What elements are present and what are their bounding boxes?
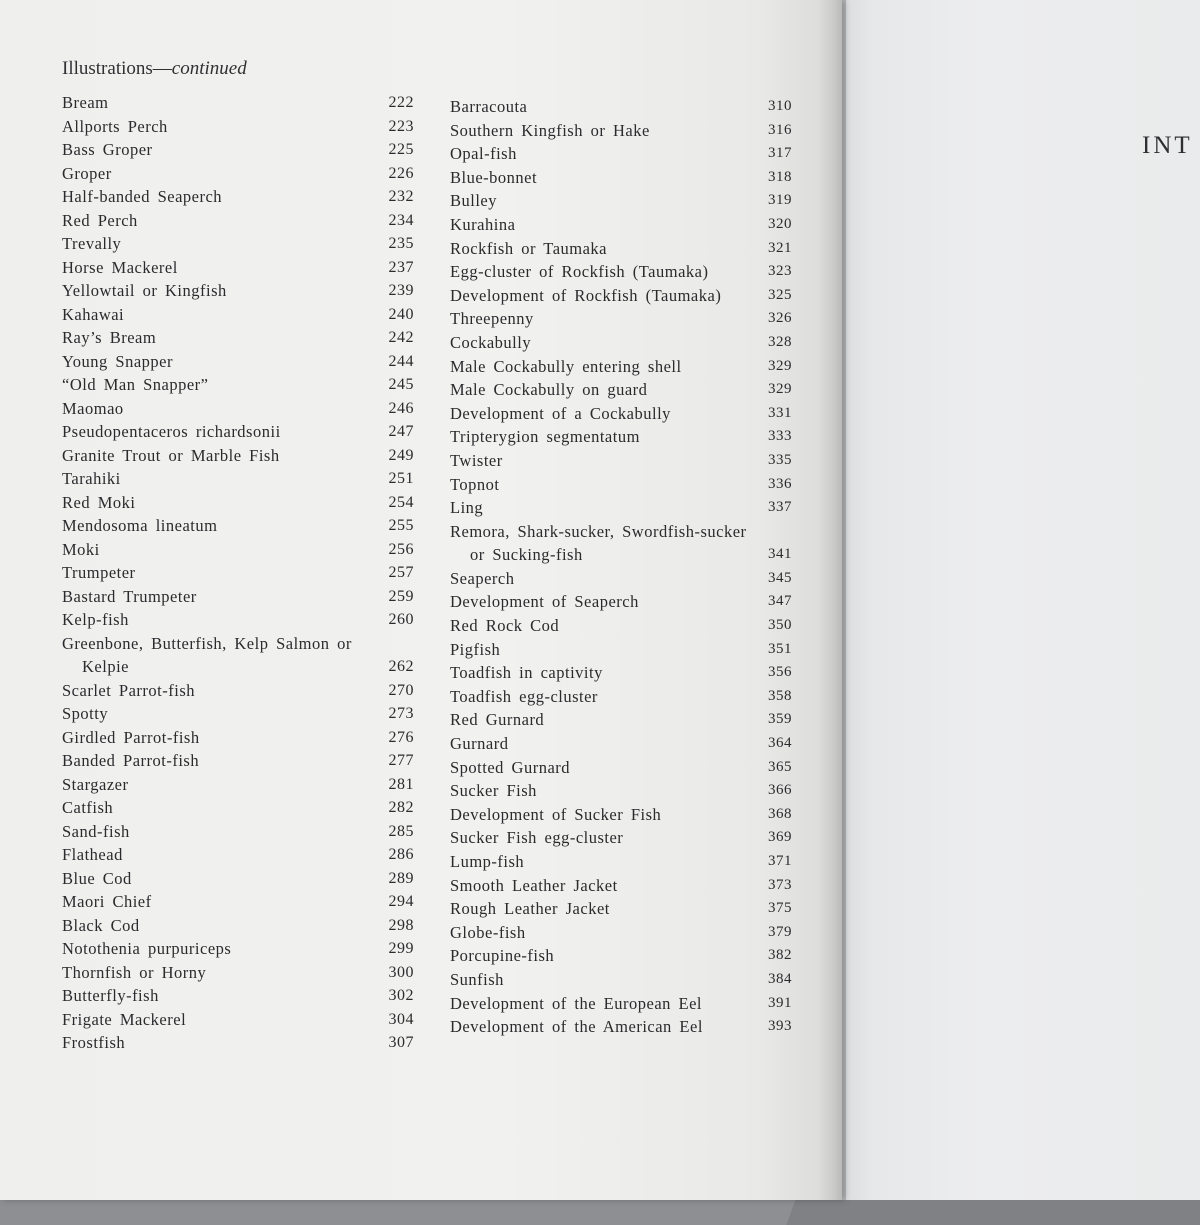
list-item: [62, 326, 414, 350]
entry-label: Development of the American Eel: [450, 1017, 703, 1037]
list-item: [450, 95, 792, 119]
entry-label: Development of the European Eel: [450, 993, 702, 1013]
page-number: 242: [388, 329, 414, 346]
list-item: [450, 213, 792, 237]
entry-label: Catfish: [62, 798, 114, 817]
entry-label: Sunfish: [450, 969, 504, 989]
list-item: [450, 708, 792, 732]
entry-label: Porcupine-fish: [450, 946, 555, 966]
entry-label: Maomao: [62, 398, 124, 418]
entry-label: Globe-fish: [450, 922, 526, 942]
entry-label: Ray’s Bream: [62, 328, 157, 347]
list-item: [450, 355, 792, 379]
list-item: [450, 567, 792, 591]
list-item: [62, 608, 414, 632]
list-item: [450, 378, 792, 402]
list-item: [450, 685, 792, 709]
list-item: [450, 850, 792, 874]
list-item: [62, 1008, 414, 1032]
entry-label: Spotted Gurnard: [450, 757, 571, 777]
list-item: [450, 590, 792, 614]
page-number: 298: [388, 916, 414, 934]
entry-label: Rockfish or Taumaka: [450, 238, 608, 258]
book-gutter: [818, 0, 846, 1200]
list-item: [62, 491, 414, 515]
page-number: 331: [768, 404, 792, 421]
list-item: [450, 425, 792, 449]
page-number: 328: [768, 333, 792, 350]
list-item: [450, 260, 792, 284]
list-item: [62, 162, 414, 186]
page-number: 270: [388, 681, 414, 699]
list-item: [450, 473, 792, 497]
list-item: [62, 1031, 414, 1055]
entry-label: Scarlet Parrot-fish: [62, 680, 196, 700]
page-number: 247: [388, 423, 414, 440]
page-number: 286: [388, 846, 414, 863]
entry-label: Moki: [62, 539, 100, 559]
list-item: [450, 284, 792, 308]
entry-label: Threepenny: [450, 309, 534, 329]
entry-label: Remora, Shark-sucker, Swordfish-sucker: [450, 521, 747, 541]
page-number: 341: [768, 546, 792, 563]
list-item: [450, 189, 792, 213]
entry-label: Frigate Mackerel: [62, 1009, 187, 1029]
title-main: Illustrations—: [62, 58, 172, 79]
page-number: 277: [388, 752, 414, 769]
list-item: [450, 402, 792, 426]
page-number: 285: [388, 822, 414, 840]
entry-label: Male Cockabully on guard: [450, 380, 648, 400]
list-item: [62, 937, 414, 961]
page-number: 240: [388, 305, 414, 323]
entry-label: Opal-fish: [450, 144, 517, 164]
list-item: [450, 614, 792, 638]
page-number: 365: [768, 758, 792, 775]
entry-label: Black Cod: [62, 915, 140, 935]
page-number: 329: [768, 357, 792, 374]
entry-label: Smooth Leather Jacket: [450, 875, 618, 895]
list-item: [62, 890, 414, 914]
entry-label: Development of Sucker Fish: [450, 804, 662, 824]
list-item: [450, 992, 792, 1016]
page-number: 335: [768, 451, 792, 468]
page-number: 239: [388, 282, 414, 299]
list-item: [62, 702, 414, 726]
page-number: 371: [768, 853, 792, 869]
entry-label: Seaperch: [450, 568, 515, 588]
entry-label: Horse Mackerel: [62, 257, 178, 277]
list-item: [62, 138, 414, 162]
list-item: [62, 209, 414, 233]
list-item: [450, 756, 792, 780]
list-item: [62, 467, 414, 491]
list-item: [62, 961, 414, 985]
entry-label: Young Snapper: [62, 351, 173, 371]
entry-label: Flathead: [62, 845, 123, 864]
entry-label: Gurnard: [450, 734, 509, 754]
entry-label: Development of Seaperch: [450, 592, 639, 612]
list-item: [62, 373, 414, 397]
page-number: 321: [768, 239, 792, 256]
entry-label: Allports Perch: [62, 116, 168, 136]
page-number: 300: [388, 963, 414, 981]
page-number: 382: [768, 947, 792, 964]
entry-label: Maori Chief: [62, 892, 152, 911]
list-item: [62, 115, 414, 139]
page-number: 235: [388, 235, 414, 252]
list-item: [62, 867, 414, 891]
page-number: 393: [768, 1018, 792, 1035]
list-item: [62, 303, 414, 327]
entry-label: Sucker Fish egg-cluster: [450, 828, 624, 848]
page-number: 364: [768, 735, 792, 752]
page-number: 333: [768, 428, 792, 445]
list-item: [62, 256, 414, 280]
page-number: 307: [388, 1034, 414, 1051]
entry-label: Banded Parrot-fish: [62, 751, 200, 770]
entry-label: Toadfish egg-cluster: [450, 686, 598, 706]
page-number: 384: [768, 970, 792, 987]
entry-label: Rough Leather Jacket: [450, 899, 610, 919]
entry-label: Red Rock Cod: [450, 616, 560, 636]
page-number: 294: [388, 893, 414, 910]
page-number: 262: [388, 658, 414, 675]
list-item: [450, 732, 792, 756]
page-number: 232: [388, 188, 414, 205]
list-item: [62, 279, 414, 303]
list-item: [62, 679, 414, 703]
page-number: 379: [768, 923, 792, 940]
entry-label: Bastard Trumpeter: [62, 586, 197, 606]
entry-label: Bulley: [450, 191, 497, 211]
list-item: [62, 585, 414, 609]
title-italic: continued: [171, 58, 247, 79]
page-number: 356: [768, 664, 792, 681]
page-number: 289: [388, 869, 414, 887]
list-item: [62, 397, 414, 421]
entry-label: Yellowtail or Kingfish: [62, 281, 227, 300]
entry-label-continued: or Sucking-fish: [470, 545, 583, 565]
entry-label: Southern Kingfish or Hake: [450, 120, 650, 140]
page-number: 316: [768, 121, 792, 138]
list-item: [450, 166, 792, 190]
entry-label: Tripterygion segmentatum: [450, 427, 640, 447]
page-number: 254: [388, 493, 414, 511]
page-number: 257: [388, 564, 414, 581]
page-number: 317: [768, 145, 792, 162]
entry-label: Red Perch: [62, 210, 138, 230]
list-item: [450, 638, 792, 662]
entry-label: Bream: [62, 93, 109, 112]
list-item: [62, 514, 414, 538]
page-number: 323: [768, 263, 792, 280]
page-title: [62, 58, 247, 80]
entry-label: Twister: [450, 450, 503, 470]
page-number: 373: [768, 876, 792, 893]
page-number: 260: [388, 611, 414, 628]
entry-label: Pigfish: [450, 639, 501, 659]
list-item: [62, 632, 414, 679]
entry-label: Trevally: [62, 234, 122, 253]
page-number: 281: [388, 775, 414, 793]
list-item: [62, 843, 414, 867]
entry-label: Development of Rockfish (Taumaka): [450, 285, 722, 305]
entry-label: Half-banded Seaperch: [62, 187, 223, 206]
list-item: [450, 449, 792, 473]
entry-label: Lump-fish: [450, 852, 525, 871]
page-number: 347: [768, 593, 792, 610]
entry-label: Red Gurnard: [450, 710, 545, 730]
entry-label: Bass Groper: [62, 140, 153, 159]
list-item: [62, 796, 414, 820]
entry-label: Kelp-fish: [62, 610, 129, 629]
entry-label: Cockabully: [450, 332, 532, 352]
entry-label: Kahawai: [62, 304, 125, 324]
page-number: 273: [388, 705, 414, 722]
page-number: 310: [768, 98, 792, 114]
page-number: 319: [768, 192, 792, 209]
entry-label: Barracouta: [450, 97, 528, 116]
page-number: 223: [388, 117, 414, 135]
entry-label: Trumpeter: [62, 563, 136, 582]
list-item: [62, 91, 414, 115]
list-item: [62, 749, 414, 773]
entry-label: “Old Man Snapper”: [62, 375, 209, 394]
entry-label: Thornfish or Horny: [62, 962, 207, 982]
entry-label: Butterfly-fish: [62, 986, 159, 1005]
entry-label: Topnot: [450, 474, 500, 494]
page-number: 326: [768, 310, 792, 327]
list-item: [62, 773, 414, 797]
list-item: [62, 538, 414, 562]
entry-label: Ling: [450, 498, 484, 518]
entry-label-continued: Kelpie: [82, 657, 129, 676]
list-item: [450, 826, 792, 850]
page-number: 391: [768, 994, 792, 1011]
page-number: 251: [388, 470, 414, 487]
page-number: 255: [388, 517, 414, 534]
page-number: 226: [388, 164, 414, 182]
list-item: [450, 874, 792, 898]
page-number: 276: [388, 728, 414, 746]
entry-label: Mendosoma lineatum: [62, 516, 218, 535]
entry-label: Granite Trout or Marble Fish: [62, 445, 280, 465]
entry-label: Blue-bonnet: [450, 167, 538, 187]
page-number: 345: [768, 569, 792, 586]
page-number: 320: [768, 215, 792, 232]
illustrations-list-left: [62, 91, 414, 1055]
page-number: 351: [768, 640, 792, 657]
page-number: 329: [768, 381, 792, 398]
list-item: [62, 420, 414, 444]
list-item: [62, 820, 414, 844]
page-number: 302: [388, 987, 414, 1004]
entry-label: Sand-fish: [62, 821, 130, 841]
right-page-heading: INT: [1142, 132, 1193, 159]
list-item: [450, 779, 792, 803]
page-number: 368: [768, 805, 792, 822]
list-item: [450, 307, 792, 331]
list-item: [450, 1015, 792, 1039]
list-item: [450, 661, 792, 685]
entry-label: Toadfish in captivity: [450, 663, 603, 683]
list-item: [62, 444, 414, 468]
page-number: 337: [768, 499, 792, 516]
list-item: [62, 232, 414, 256]
list-item: [62, 561, 414, 585]
entry-label: Blue Cod: [62, 868, 132, 888]
list-item: [450, 944, 792, 968]
list-item: [450, 237, 792, 261]
page-number: 225: [388, 141, 414, 158]
entry-label: Kurahina: [450, 214, 516, 234]
entry-label: Frostfish: [62, 1033, 126, 1052]
list-item: [450, 968, 792, 992]
list-item: [450, 331, 792, 355]
entry-label: Girdled Parrot-fish: [62, 727, 200, 747]
page-number: 256: [388, 540, 414, 558]
entry-label: Notothenia purpuriceps: [62, 939, 232, 958]
page-number: 350: [768, 617, 792, 634]
page-number: 366: [768, 782, 792, 799]
list-item: [450, 520, 792, 567]
entry-label: Development of a Cockabully: [450, 403, 671, 423]
entry-label: Pseudopentaceros richardsonii: [62, 422, 281, 441]
list-item: [450, 142, 792, 166]
list-item: [62, 984, 414, 1008]
page-number: 282: [388, 799, 414, 816]
entry-label: Sucker Fish: [450, 781, 537, 801]
page-number: 299: [388, 940, 414, 957]
page-number: 234: [388, 211, 414, 229]
page-number: 244: [388, 352, 414, 370]
entry-label: Spotty: [62, 704, 109, 723]
page-number: 318: [768, 168, 792, 185]
page-number: 259: [388, 587, 414, 605]
right-page: [838, 0, 1200, 1200]
entry-label: Greenbone, Butterfish, Kelp Salmon or: [62, 633, 352, 653]
list-item: [450, 921, 792, 945]
list-item: [62, 350, 414, 374]
page-number: 359: [768, 711, 792, 728]
page-number: 246: [388, 399, 414, 417]
list-item: [62, 914, 414, 938]
page-number: 249: [388, 446, 414, 464]
page-number: 237: [388, 258, 414, 276]
page-number: 304: [388, 1010, 414, 1028]
entry-label: Tarahiki: [62, 469, 121, 488]
entry-label: Stargazer: [62, 774, 129, 794]
list-item: [450, 803, 792, 827]
list-item: [450, 119, 792, 143]
list-item: [62, 726, 414, 750]
illustrations-list-right: [450, 95, 792, 1039]
page-number: 375: [768, 900, 792, 917]
entry-label: Egg-cluster of Rockfish (Taumaka): [450, 262, 709, 282]
entry-label: Red Moki: [62, 492, 136, 512]
page-number: 245: [388, 376, 414, 393]
list-item: [450, 897, 792, 921]
entry-label: Male Cockabully entering shell: [450, 356, 682, 376]
page-number: 325: [768, 286, 792, 303]
page-number: 358: [768, 687, 792, 704]
page-number: 222: [388, 94, 414, 111]
page-number: 369: [768, 829, 792, 846]
entry-label: Groper: [62, 163, 112, 183]
page-number: 336: [768, 475, 792, 492]
list-item: [62, 185, 414, 209]
list-item: [450, 496, 792, 520]
